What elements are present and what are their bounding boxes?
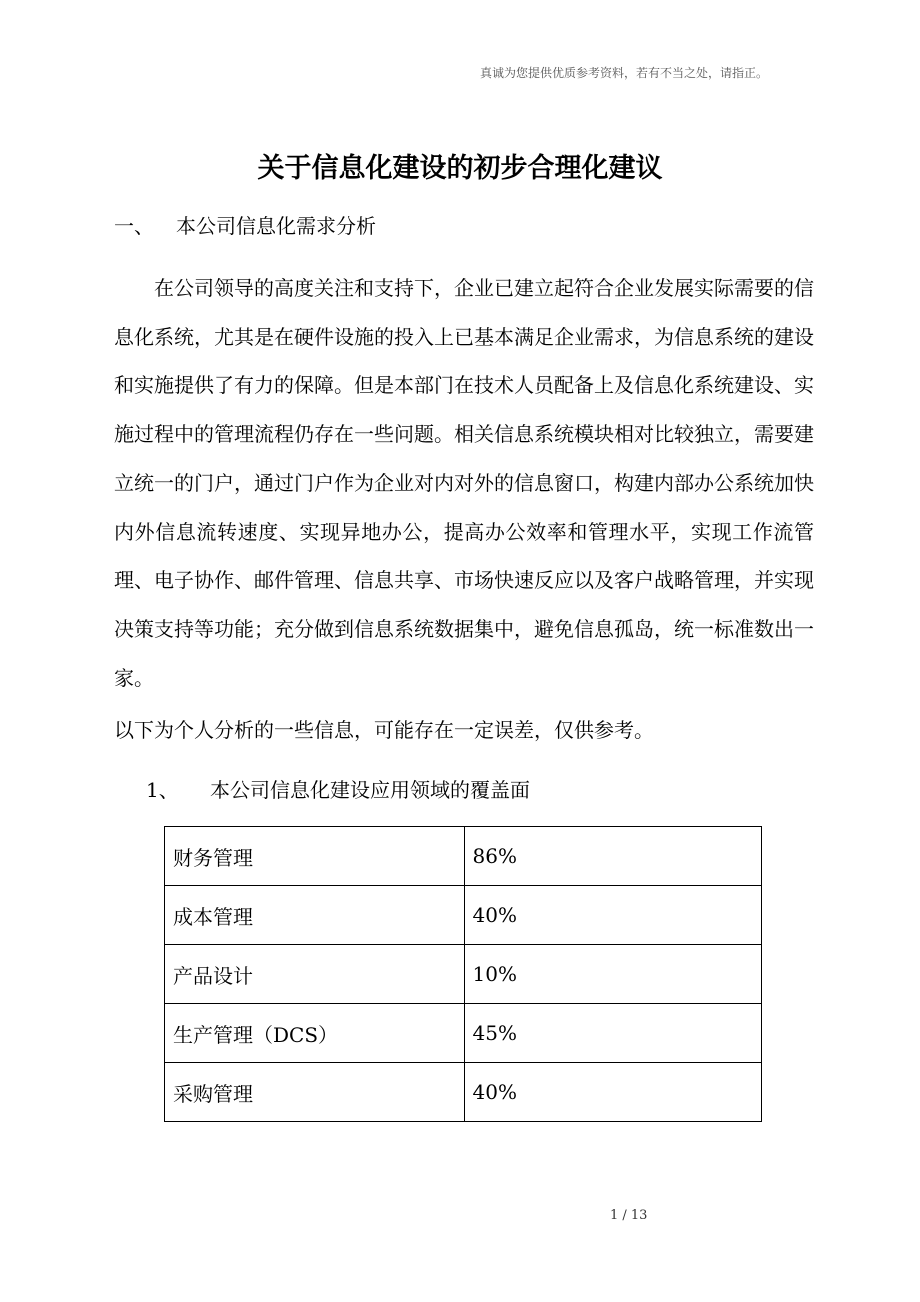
table-cell-value: 40% [464, 1063, 761, 1122]
section-heading-text: 本公司信息化需求分析 [176, 214, 376, 238]
table-cell-area: 生产管理（DCS） [165, 1004, 465, 1063]
table-row [165, 945, 762, 1004]
table-cell-area: 采购管理 [165, 1063, 465, 1122]
table-cell-area: 财务管理 [165, 827, 465, 886]
table-row [165, 1063, 762, 1122]
section-number: 一、 [114, 214, 154, 238]
page-number: 1 / 13 [610, 1208, 648, 1223]
table-row [165, 886, 762, 945]
table-row [165, 827, 762, 886]
table-cell-value: 40% [464, 886, 761, 945]
coverage-table [164, 826, 762, 1122]
table-cell-area: 产品设计 [165, 945, 465, 1004]
disclaimer-paragraph: 以下为个人分析的一些信息，可能存在一定误差，仅供参考。 [114, 718, 654, 742]
table-row [165, 1004, 762, 1063]
body-paragraph: 在公司领导的高度关注和支持下，企业已建立起符合企业发展实际需要的信息化系统，尤其是在硬件设施的投入上已基本满足企业需求，为信息系统的建设和实施提供了有力的保障。但是本部门在技术人员配备上及信息化系统建设、实施过程中的管理流程仍存在一些问题。相关信息系统模块相对比较独立，需要建立统一的门户，通过门户作为企业对内对外的信息窗口，构建内部办公系统加快内外信息流转速度、实现异地办公，提高办公效率和管理水平，实现工作流管理、电子协作、邮件管理、信息共享、市场快速反应以及客户战略管理，并实现决策支持等功能；充分做到信息系统数据集中，避免信息孤岛，统一标准数出一家。 [114, 276, 814, 690]
header-note: 真诚为您提供优质参考资料，若有不当之处，请指正。 [480, 66, 769, 80]
document-title: 关于信息化建设的初步合理化建议 [257, 153, 663, 184]
table-cell-value: 45% [464, 1004, 761, 1063]
subsection-heading-text: 本公司信息化建设应用领域的覆盖面 [210, 778, 530, 802]
subsection-number: 1、 [146, 778, 179, 802]
table-cell-value: 10% [464, 945, 761, 1004]
subsection-heading [146, 774, 530, 803]
section-heading [114, 210, 376, 239]
table-cell-value: 86% [464, 827, 761, 886]
table-cell-area: 成本管理 [165, 886, 465, 945]
